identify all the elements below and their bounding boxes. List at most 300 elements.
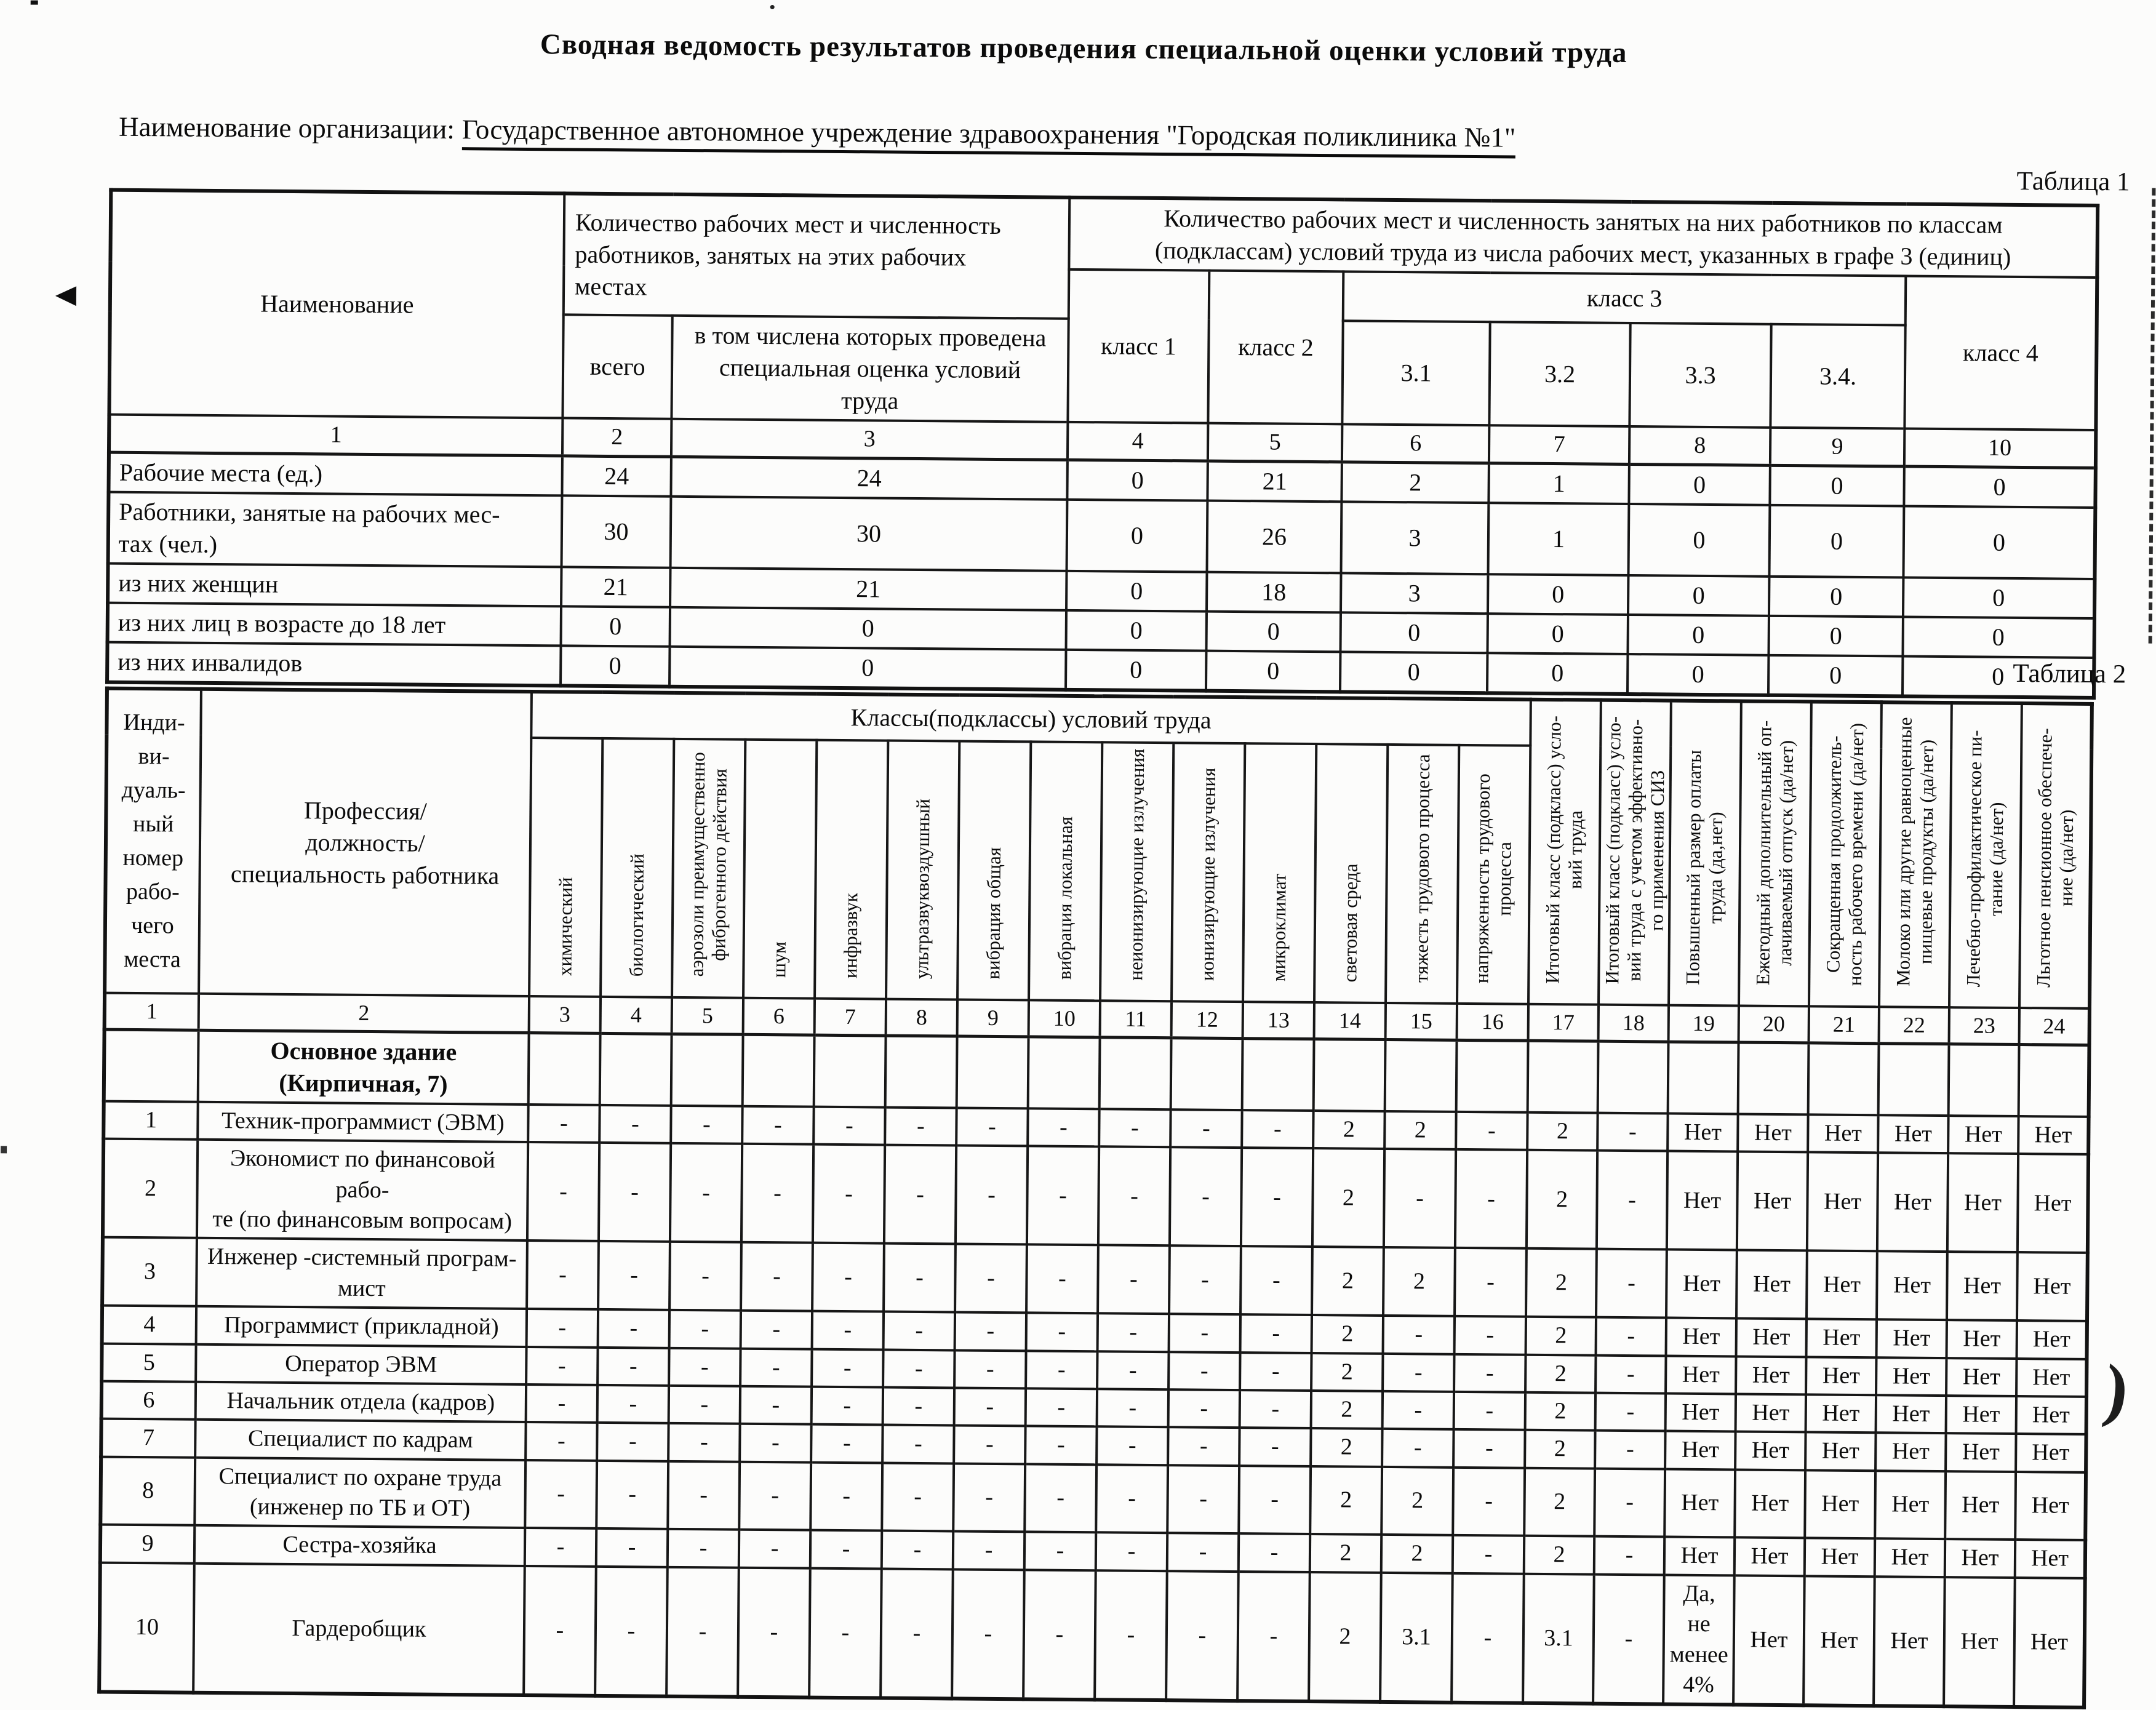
table-cell: 0 [1066, 650, 1207, 691]
profession-name: Программист (прикладной) [196, 1306, 527, 1347]
table-cell: - [884, 1312, 955, 1350]
table-cell: - [882, 1463, 954, 1532]
table-cell: - [526, 1384, 597, 1423]
column-number: 4 [601, 997, 672, 1034]
column-header [1457, 745, 1530, 1004]
table-cell [814, 1035, 886, 1107]
table-cell: - [1098, 1146, 1170, 1245]
table-cell: - [669, 1348, 740, 1386]
table-cell [1456, 1040, 1528, 1112]
table-cell: - [527, 1309, 598, 1347]
table-cell: Нет [1805, 1538, 1875, 1576]
table-cell: Нет [1948, 1116, 2018, 1154]
table-cell: Нет [1666, 1393, 1736, 1431]
table-cell: - [741, 1311, 812, 1349]
table-cell [1100, 1037, 1172, 1109]
column-number: 1 [105, 993, 199, 1030]
table-cell: - [527, 1142, 599, 1241]
column-header [529, 738, 602, 997]
organization-label: Наименование организации: [118, 111, 455, 145]
profession-name: Специалист по охране труда (инженер по ТБ и ОТ) [194, 1457, 525, 1528]
table-cell: 0 [669, 647, 1066, 690]
table-cell: - [810, 1462, 882, 1531]
column-number: 8 [1629, 426, 1770, 466]
scan-artifact-hook: ) [2099, 1349, 2133, 1431]
table-cell: - [668, 1529, 739, 1567]
rotated-column-label: Лечебно-профилактическое пи- тание (да/нет) [1962, 730, 2008, 988]
table-cell: Нет [1807, 1153, 1878, 1252]
table-cell: Нет [1664, 1537, 1735, 1575]
column-header: 3.3 [1629, 323, 1771, 428]
table-cell: 0 [1627, 654, 1769, 695]
table-cell [1528, 1041, 1599, 1113]
table-cell: Нет [2016, 1396, 2086, 1434]
column-number: 9 [957, 999, 1029, 1036]
table-cell: - [738, 1568, 810, 1698]
table-cell [671, 1034, 743, 1106]
table-cell: Нет [1947, 1153, 2018, 1252]
rotated-column-label: Итоговый класс (подкласс) усло- вий труда с учетом эффективно- го применения СИЗ [1601, 716, 1669, 985]
rotated-column-label: ионизирующие излучения [1196, 767, 1220, 981]
table-cell [1949, 1044, 2019, 1116]
column-number: 12 [1172, 1001, 1243, 1038]
table-cell: 0 [1902, 617, 2094, 658]
column-number: 13 [1243, 1002, 1314, 1039]
table-cell: 0 [1769, 505, 1904, 578]
table-cell: - [955, 1312, 1026, 1351]
column-header [815, 740, 888, 999]
table-cell: Нет [1667, 1151, 1738, 1250]
table-cell: Нет [1805, 1432, 1875, 1471]
table-cell: 2 [1312, 1315, 1383, 1353]
table-cell: - [1098, 1245, 1170, 1314]
table-cell: Нет [2014, 1578, 2085, 1708]
table-cell: 2 [1311, 1428, 1382, 1466]
table-row [110, 190, 2098, 278]
table-cell [1598, 1041, 1669, 1113]
table-cell: - [1453, 1468, 1525, 1536]
table-cell: Нет [1808, 1114, 1878, 1153]
table-cell: 2 [1527, 1113, 1597, 1151]
table-cell: 24 [671, 457, 1068, 500]
table-cell [529, 1033, 601, 1105]
table-cell: 2 [1524, 1536, 1594, 1574]
rotated-column-label: световая среда [1339, 863, 1362, 983]
table-cell: - [1026, 1313, 1098, 1351]
table-cell: Нет [1945, 1471, 2016, 1540]
table-cell: - [1456, 1112, 1528, 1150]
table-cell: 2 [1310, 1534, 1381, 1572]
table-cell: - [1384, 1149, 1456, 1248]
table-cell [1738, 1042, 1809, 1114]
table-cell: Нет [1666, 1356, 1736, 1394]
table-cell: - [526, 1347, 597, 1385]
column-number: 7 [1489, 425, 1629, 465]
column-number: 1 [109, 415, 562, 457]
table-cell: - [812, 1349, 883, 1387]
table-cell [600, 1033, 672, 1105]
table-cell: 0 [1488, 614, 1628, 655]
table-cell: - [1167, 1465, 1239, 1534]
table-cell: 2 [1526, 1249, 1597, 1317]
table-cell: Нет [2015, 1472, 2086, 1541]
column-number: 11 [1100, 1001, 1172, 1037]
column-header: Наименование [109, 190, 564, 418]
workplace-number: 10 [99, 1562, 194, 1693]
table-cell: - [670, 1143, 742, 1242]
table-cell: - [1383, 1391, 1454, 1429]
column-header [1243, 743, 1316, 1002]
workplace-number: 7 [101, 1419, 195, 1458]
column-header: Классы(подклассы) условий труда [531, 692, 1531, 746]
table-cell: 21 [1207, 461, 1342, 502]
table-cell: - [809, 1568, 882, 1698]
table2-label: Таблица 2 [2013, 658, 2126, 689]
table-cell: Да, не менее 4% [1663, 1575, 1735, 1704]
profession-name: Начальник отдела (кадров) [196, 1382, 526, 1423]
table-cell: Нет [1735, 1432, 1805, 1470]
table-cell: Нет [1735, 1469, 1805, 1538]
table-cell: - [668, 1461, 740, 1530]
table-cell: 0 [1067, 460, 1207, 501]
table-cell [1385, 1039, 1457, 1111]
column-number: 2 [562, 418, 671, 457]
table-cell: 30 [671, 497, 1068, 571]
table-cell: Нет [2017, 1320, 2087, 1359]
table-cell: - [1027, 1146, 1099, 1245]
column-header [886, 741, 959, 1000]
table-cell: - [1097, 1389, 1168, 1427]
table-cell: - [1595, 1393, 1666, 1431]
workplace-number: 3 [102, 1237, 197, 1306]
workplace-number: 6 [102, 1381, 196, 1420]
column-header [1314, 744, 1387, 1003]
table-cell: - [525, 1460, 597, 1529]
table-cell: - [1241, 1148, 1313, 1247]
table-cell: Нет [2018, 1154, 2088, 1253]
column-number: 19 [1669, 1005, 1739, 1042]
table-cell: Нет [1806, 1357, 1876, 1395]
table-cell: - [742, 1106, 813, 1145]
table-cell: Нет [1733, 1575, 1805, 1705]
column-number: 22 [1879, 1007, 1949, 1044]
profession-name: Сестра-хозяйка [194, 1525, 525, 1566]
table-cell: - [1455, 1248, 1527, 1317]
table-cell: - [1455, 1149, 1527, 1249]
table-cell: - [1096, 1533, 1167, 1571]
table-cell: - [1594, 1468, 1665, 1537]
table-cell: - [1170, 1147, 1242, 1246]
table-cell: - [955, 1244, 1027, 1313]
table-2-workplaces [97, 687, 2094, 1710]
table-cell [1171, 1038, 1243, 1110]
workplace-number: 2 [103, 1139, 198, 1238]
table-cell: - [598, 1241, 670, 1310]
table-cell: - [1240, 1314, 1312, 1352]
table-cell: - [741, 1144, 813, 1243]
table-cell: 2 [1525, 1430, 1595, 1468]
table-cell: - [596, 1528, 668, 1567]
table-cell: - [1240, 1352, 1311, 1391]
table-cell [1668, 1042, 1739, 1114]
table-cell: - [1099, 1109, 1170, 1147]
rotated-column-label: тяжесть трудового процесса [1410, 754, 1434, 983]
table-cell: 0 [1629, 465, 1770, 505]
table-cell: - [882, 1425, 954, 1463]
table-cell: Нет [1664, 1469, 1735, 1538]
rotated-column-label: Повышенный размер оплаты труда (да,нет) [1682, 749, 1727, 985]
table-cell: - [740, 1348, 812, 1386]
table-cell: - [599, 1105, 671, 1143]
table-cell: - [883, 1387, 954, 1425]
table-cell: 2 [1341, 462, 1488, 503]
column-header [1029, 741, 1102, 1001]
table-cell: 0 [1067, 500, 1208, 572]
table-cell [957, 1036, 1029, 1108]
table-cell: - [740, 1386, 812, 1424]
table-cell: Нет [1947, 1252, 2018, 1320]
table-cell: Нет [1878, 1115, 1948, 1153]
table-cell: 2 [1312, 1148, 1384, 1247]
column-number: 6 [743, 998, 815, 1035]
table-cell: - [739, 1461, 811, 1530]
table-row [103, 1139, 2088, 1253]
table-cell: - [1170, 1109, 1242, 1148]
table-cell: - [1168, 1427, 1239, 1465]
profession-name: Экономист по финансовой рабо- те (по финансовым вопросам) [197, 1140, 528, 1241]
rotated-column-label: биологический [625, 853, 649, 977]
table-cell [885, 1036, 957, 1108]
table-cell: - [813, 1145, 885, 1244]
table-cell: Нет [1803, 1576, 1875, 1706]
scan-artifact-edge [2149, 188, 2156, 644]
column-header [1172, 743, 1245, 1002]
column-number: 8 [886, 999, 957, 1036]
table-cell: Нет [1947, 1320, 2017, 1358]
column-number: 21 [1809, 1006, 1879, 1043]
table-cell: 0 [1340, 652, 1488, 693]
column-header [1879, 702, 1952, 1007]
table-cell: 2 [1381, 1535, 1453, 1573]
column-header: класс 4 [1904, 276, 2097, 430]
rotated-column-label: Сокращенная продолжитель- ность рабочего времени (да/нет) [1822, 723, 1868, 986]
rotated-column-label: микроклимат [1268, 873, 1290, 982]
profession-name: Гардеробщик [193, 1564, 525, 1696]
table-cell: - [1597, 1113, 1667, 1151]
table-cell: Нет [1874, 1576, 1945, 1706]
table-cell: Нет [1805, 1470, 1875, 1539]
rotated-column-label: неионизирующие излучения [1125, 748, 1149, 981]
table-cell: - [880, 1568, 953, 1698]
table-cell: Нет [1876, 1357, 1946, 1396]
table-cell: - [741, 1242, 813, 1311]
page-title: Сводная ведомость результатов проведения специальной оценки условий труда [540, 28, 1627, 69]
table-cell: 3 [1341, 502, 1489, 575]
table-cell: - [599, 1143, 671, 1242]
column-number: 23 [1949, 1007, 2019, 1044]
table-cell: - [525, 1422, 597, 1460]
column-header: класс 1 [1068, 270, 1209, 423]
table-cell: 0 [1903, 506, 2095, 579]
table-cell [1242, 1038, 1314, 1110]
table-cell: 30 [562, 496, 671, 568]
table-cell [743, 1034, 815, 1106]
table-cell: 0 [1628, 504, 1770, 577]
table-cell: 0 [1768, 655, 1903, 697]
table-cell: 2 [1309, 1572, 1381, 1702]
table-cell: - [596, 1461, 668, 1530]
column-number: 16 [1457, 1004, 1529, 1041]
table-cell: 2 [1524, 1468, 1595, 1536]
table-cell: 2 [1381, 1467, 1453, 1536]
column-header: Профессия/ должность/ специальность работника [199, 689, 532, 996]
column-number: 24 [2019, 1008, 2090, 1045]
table-cell: - [1593, 1575, 1664, 1704]
table-cell: - [1239, 1534, 1310, 1572]
table-cell: - [954, 1350, 1026, 1388]
table-cell: - [671, 1106, 742, 1144]
column-header: Количество рабочих мест и численность занятых на них работников по классам (подклассам) условий труда из числа рабочих мест, указанных в графе 3 (единиц) [1069, 198, 2098, 278]
column-header: 3.1 [1342, 321, 1490, 425]
table-cell: - [1096, 1427, 1168, 1465]
column-header: класс 2 [1208, 271, 1343, 425]
column-header: 3.2 [1489, 322, 1630, 426]
table-cell: Нет [2016, 1359, 2086, 1397]
table-cell: - [1453, 1535, 1525, 1573]
table-cell: - [1239, 1428, 1311, 1466]
table-cell: - [1595, 1355, 1666, 1393]
column-number: 20 [1739, 1005, 1809, 1042]
table-cell: - [1597, 1151, 1667, 1250]
table-cell: - [813, 1106, 885, 1145]
table-cell: - [1382, 1429, 1453, 1467]
table-cell: - [1383, 1353, 1454, 1391]
table-cell: - [1167, 1533, 1239, 1572]
table-cell: - [883, 1349, 954, 1388]
table-cell: 1 [1488, 503, 1629, 576]
table-cell: Нет [1735, 1538, 1805, 1576]
table-cell: 0 [1341, 613, 1488, 653]
workplace-number: 4 [102, 1306, 196, 1344]
table-cell: 0 [561, 646, 670, 687]
table-cell: Нет [1665, 1431, 1735, 1469]
rotated-column-label: Ежегодный дополнительный оп- лачиваемый отпуск (да/нет) [1752, 720, 1798, 986]
table-cell: - [1596, 1317, 1666, 1356]
column-header [1386, 745, 1459, 1004]
table-cell: - [812, 1243, 884, 1312]
table-cell: 3.1 [1380, 1573, 1453, 1703]
table-cell: - [1026, 1388, 1097, 1426]
column-header: всего [562, 314, 672, 418]
table-cell: 21 [561, 567, 670, 607]
table-cell: - [811, 1424, 882, 1463]
column-header: в том числена которых проведена специальная оценка условий труда [671, 316, 1068, 422]
table-cell: - [669, 1310, 741, 1348]
table-cell [2019, 1044, 2090, 1116]
table-cell: Нет [1806, 1394, 1876, 1432]
table-cell: 2 [1384, 1111, 1456, 1149]
table-cell: 26 [1207, 501, 1342, 573]
table-1-summary [105, 188, 2099, 700]
table-cell: - [1237, 1572, 1310, 1701]
table-cell: 2 [1525, 1354, 1595, 1392]
table-cell: - [1024, 1464, 1096, 1533]
table-cell: - [1168, 1389, 1240, 1428]
table-cell: - [884, 1145, 956, 1244]
table-cell: - [1169, 1246, 1241, 1315]
table-cell: Нет [1876, 1395, 1946, 1433]
table-cell: Нет [2017, 1252, 2088, 1321]
table-cell: Нет [2016, 1434, 2086, 1472]
rotated-column-label: Итоговый класс (подкласс) усло- вий труда [1541, 715, 1587, 984]
table-cell: Нет [1737, 1152, 1808, 1251]
table-cell: - [812, 1387, 883, 1425]
profession-name: Специалист по кадрам [195, 1420, 525, 1460]
table-cell: 0 [1902, 657, 2094, 698]
column-number: 2 [199, 994, 529, 1033]
table-cell: - [954, 1426, 1025, 1464]
table-cell: 1 [1488, 463, 1629, 504]
table-cell: - [1240, 1390, 1311, 1428]
workplace-number: 9 [100, 1525, 194, 1564]
row-label: Рабочие места (ед.) [108, 453, 562, 496]
table-cell: - [739, 1530, 810, 1568]
table-cell [1314, 1039, 1386, 1111]
rotated-column-label: вибрация общая [982, 847, 1005, 980]
table-cell [1879, 1044, 1949, 1116]
table-cell: - [954, 1388, 1026, 1426]
table-cell: - [740, 1424, 811, 1462]
table-cell: - [597, 1385, 669, 1423]
table-cell: - [1023, 1570, 1096, 1700]
table-cell [104, 1029, 199, 1102]
table-cell: Нет [1666, 1250, 1737, 1319]
table-cell: 2 [1312, 1247, 1384, 1316]
table-cell: - [1239, 1466, 1311, 1535]
column-number: 5 [672, 997, 743, 1034]
table-cell: - [528, 1105, 599, 1143]
table-cell: - [1098, 1313, 1169, 1351]
column-header: Количество рабочих мест и численность работников, занятых на этих рабочих местах [564, 193, 1070, 318]
column-header: класс 3 [1343, 271, 1906, 325]
table-cell: 0 [1487, 653, 1628, 695]
table-cell: - [669, 1242, 741, 1311]
table-cell: - [1451, 1573, 1524, 1703]
workplace-number: 8 [100, 1456, 195, 1525]
table-cell: - [1166, 1571, 1239, 1701]
column-number: 9 [1770, 428, 1904, 467]
column-number: 3 [671, 419, 1068, 460]
rotated-column-label: ультразвуквоздушный [911, 798, 934, 979]
column-header [957, 741, 1031, 1000]
scan-artifact-speck [770, 5, 775, 9]
table-cell: - [1096, 1464, 1168, 1533]
table-cell: - [525, 1528, 596, 1566]
table-cell: 2 [1525, 1392, 1595, 1431]
table-cell: - [882, 1531, 953, 1569]
rotated-column-label: аэрозоли преимущественно фиброгенного действия [685, 752, 731, 977]
table-cell: - [1383, 1316, 1455, 1354]
organization-line [119, 111, 1516, 154]
table-cell: Нет [1877, 1319, 1947, 1357]
row-label: из них женщин [108, 564, 561, 607]
organization-name: Государственное автономное учреждение здравоохранения "Городская поликлиника №1" [462, 114, 1516, 158]
column-header [1599, 700, 1671, 1005]
table-cell: 0 [1207, 612, 1341, 652]
table-cell: 0 [1770, 466, 1904, 506]
building-section-label: Основное здание (Кирпичная, 7) [198, 1030, 529, 1105]
table-cell: - [595, 1567, 668, 1696]
